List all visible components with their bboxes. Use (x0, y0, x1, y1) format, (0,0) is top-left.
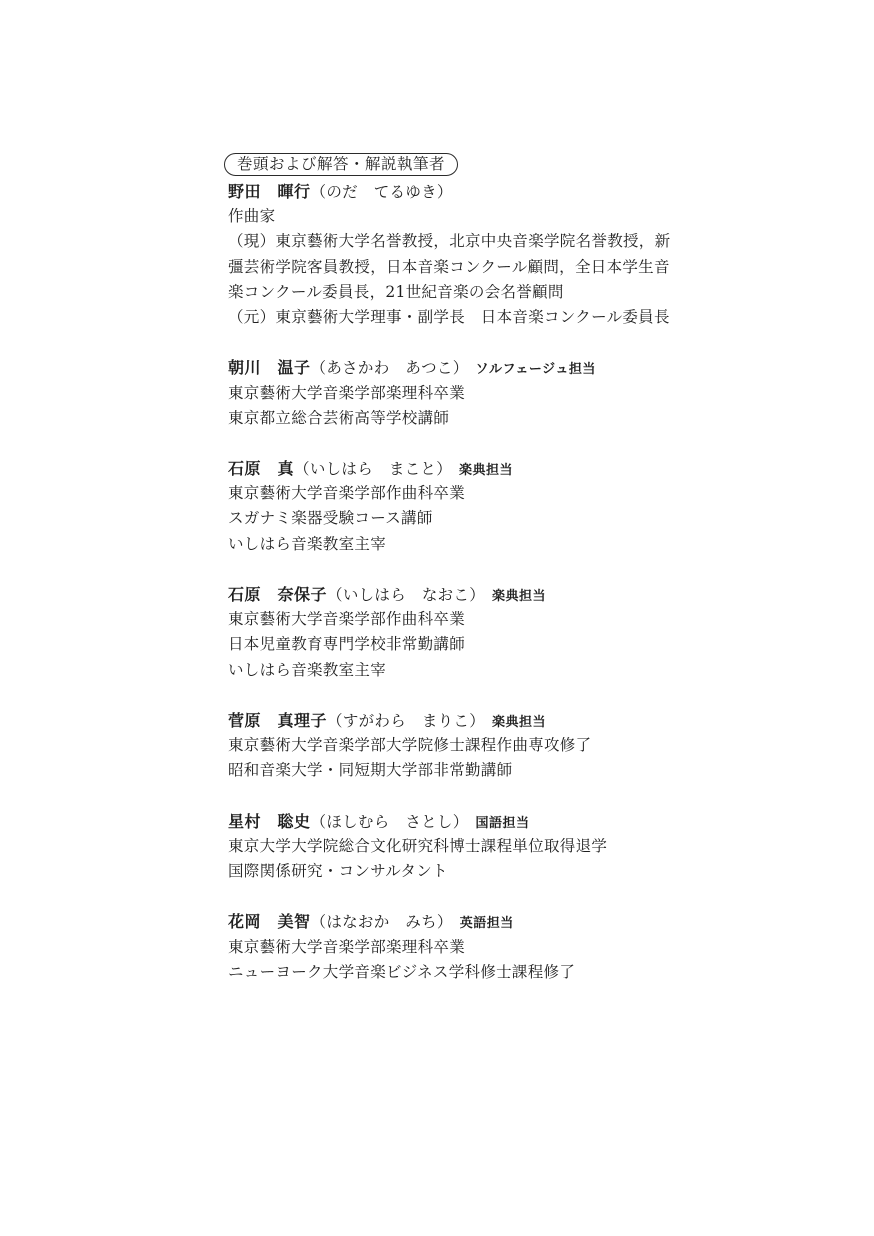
contributor-name: 石原 真 (228, 459, 295, 479)
contributor-role-label: 楽典担当 (492, 589, 547, 604)
contributor-detail-line: 彊芸術学院客員教授，日本音楽コンクール顧問，全日本学生音 (228, 257, 670, 276)
contributor-name-reading: （すがわら まりこ） (327, 711, 486, 730)
contributor-name-row (228, 809, 680, 834)
contributor-name-reading: （ほしむら さとし） (310, 812, 469, 831)
contributor-detail-line: 国際関係研究・コンサルタント (228, 862, 448, 881)
contributor-name-reading: （あさかわ あつこ） (310, 359, 469, 378)
contributor-name-row (228, 909, 680, 934)
contributor-detail-line: いしはら音楽教室主宰 (228, 660, 387, 679)
contributor-entry (228, 582, 680, 683)
contributor-detail-line: 日本児童教育専門学校非常勤講師 (228, 635, 466, 654)
contributor-role-label: 楽典担当 (459, 463, 514, 479)
contributor-detail-line: （現）東京藝術大学名誉教授，北京中央音楽学院名誉教授，新 (228, 232, 671, 251)
contributor-entry (228, 809, 680, 885)
contributor-name: 朝川 温子 (228, 358, 311, 378)
contributor-name-row (228, 582, 680, 607)
contributor-detail-line: ニューヨーク大学音楽ビジネス学科修士課程修了 (228, 962, 576, 981)
contributor-detail-line: （元）東京藝術大学理事・副学長 日本音楽コンクール委員長 (228, 307, 670, 326)
contributor-name-reading: （いしはら まこと） (294, 460, 453, 479)
contributor-name-reading: （はなおか みち） (310, 913, 453, 932)
contributors-section (228, 153, 680, 985)
contributor-detail-line: 作曲家 (228, 207, 276, 226)
contributor-name-row (228, 708, 680, 733)
contributor-detail-line: 東京藝術大学音楽学部楽理科卒業 (228, 937, 466, 956)
contributor-detail-line: 東京藝術大学音楽学部大学院修士課程作曲専攻修了 (228, 736, 592, 755)
contributor-name-reading: （のだ てるゆき） (310, 183, 453, 201)
contributor-name-row (228, 179, 680, 204)
contributor-detail-line: 東京藝術大学音楽学部作曲科卒業 (228, 484, 466, 503)
contributor-detail-line: 東京藝術大学音楽学部作曲科卒業 (228, 610, 466, 629)
contributor-name-row (228, 355, 680, 380)
contributor-list (228, 179, 680, 985)
section-title-box (224, 153, 458, 176)
contributor-detail-line: 昭和音楽大学・同短期大学部非常勤講師 (228, 761, 513, 780)
contributor-name: 野田 暉行 (228, 182, 311, 201)
contributor-entry (228, 179, 680, 330)
section-title: 巻頭および解答・解説執筆者 (237, 155, 446, 173)
contributor-name: 星村 聡史 (228, 811, 311, 831)
contributor-name: 花岡 美智 (228, 912, 311, 932)
contributor-detail-line: スガナミ楽器受験コース講師 (228, 509, 433, 528)
contributor-name: 石原 奈保子 (228, 585, 328, 604)
contributor-detail-line: 東京大学大学院総合文化研究科博士課程単位取得退学 (228, 836, 608, 855)
contributor-role-label: 楽典担当 (492, 714, 547, 730)
contributor-entry (228, 909, 680, 985)
contributor-entry (228, 456, 680, 557)
contributor-name-row (228, 456, 680, 481)
contributor-detail-line: 東京都立総合芸術高等学校講師 (228, 408, 450, 427)
contributor-role-label: ソルフェージュ担当 (475, 362, 596, 378)
contributor-detail-line: 楽コンクール委員長，21世紀音楽の会名誉顧問 (228, 282, 564, 301)
contributor-role-label: 国語担当 (475, 815, 530, 831)
contributor-detail-line: いしはら音楽教室主宰 (228, 534, 387, 553)
contributor-name: 菅原 真理子 (228, 710, 328, 730)
contributor-role-label: 英語担当 (459, 916, 514, 932)
contributor-entry (228, 708, 680, 784)
contributor-entry (228, 355, 680, 431)
contributor-detail-line: 東京藝術大学音楽学部楽理科卒業 (228, 383, 466, 402)
contributor-name-reading: （いしはら なおこ） (327, 586, 486, 604)
